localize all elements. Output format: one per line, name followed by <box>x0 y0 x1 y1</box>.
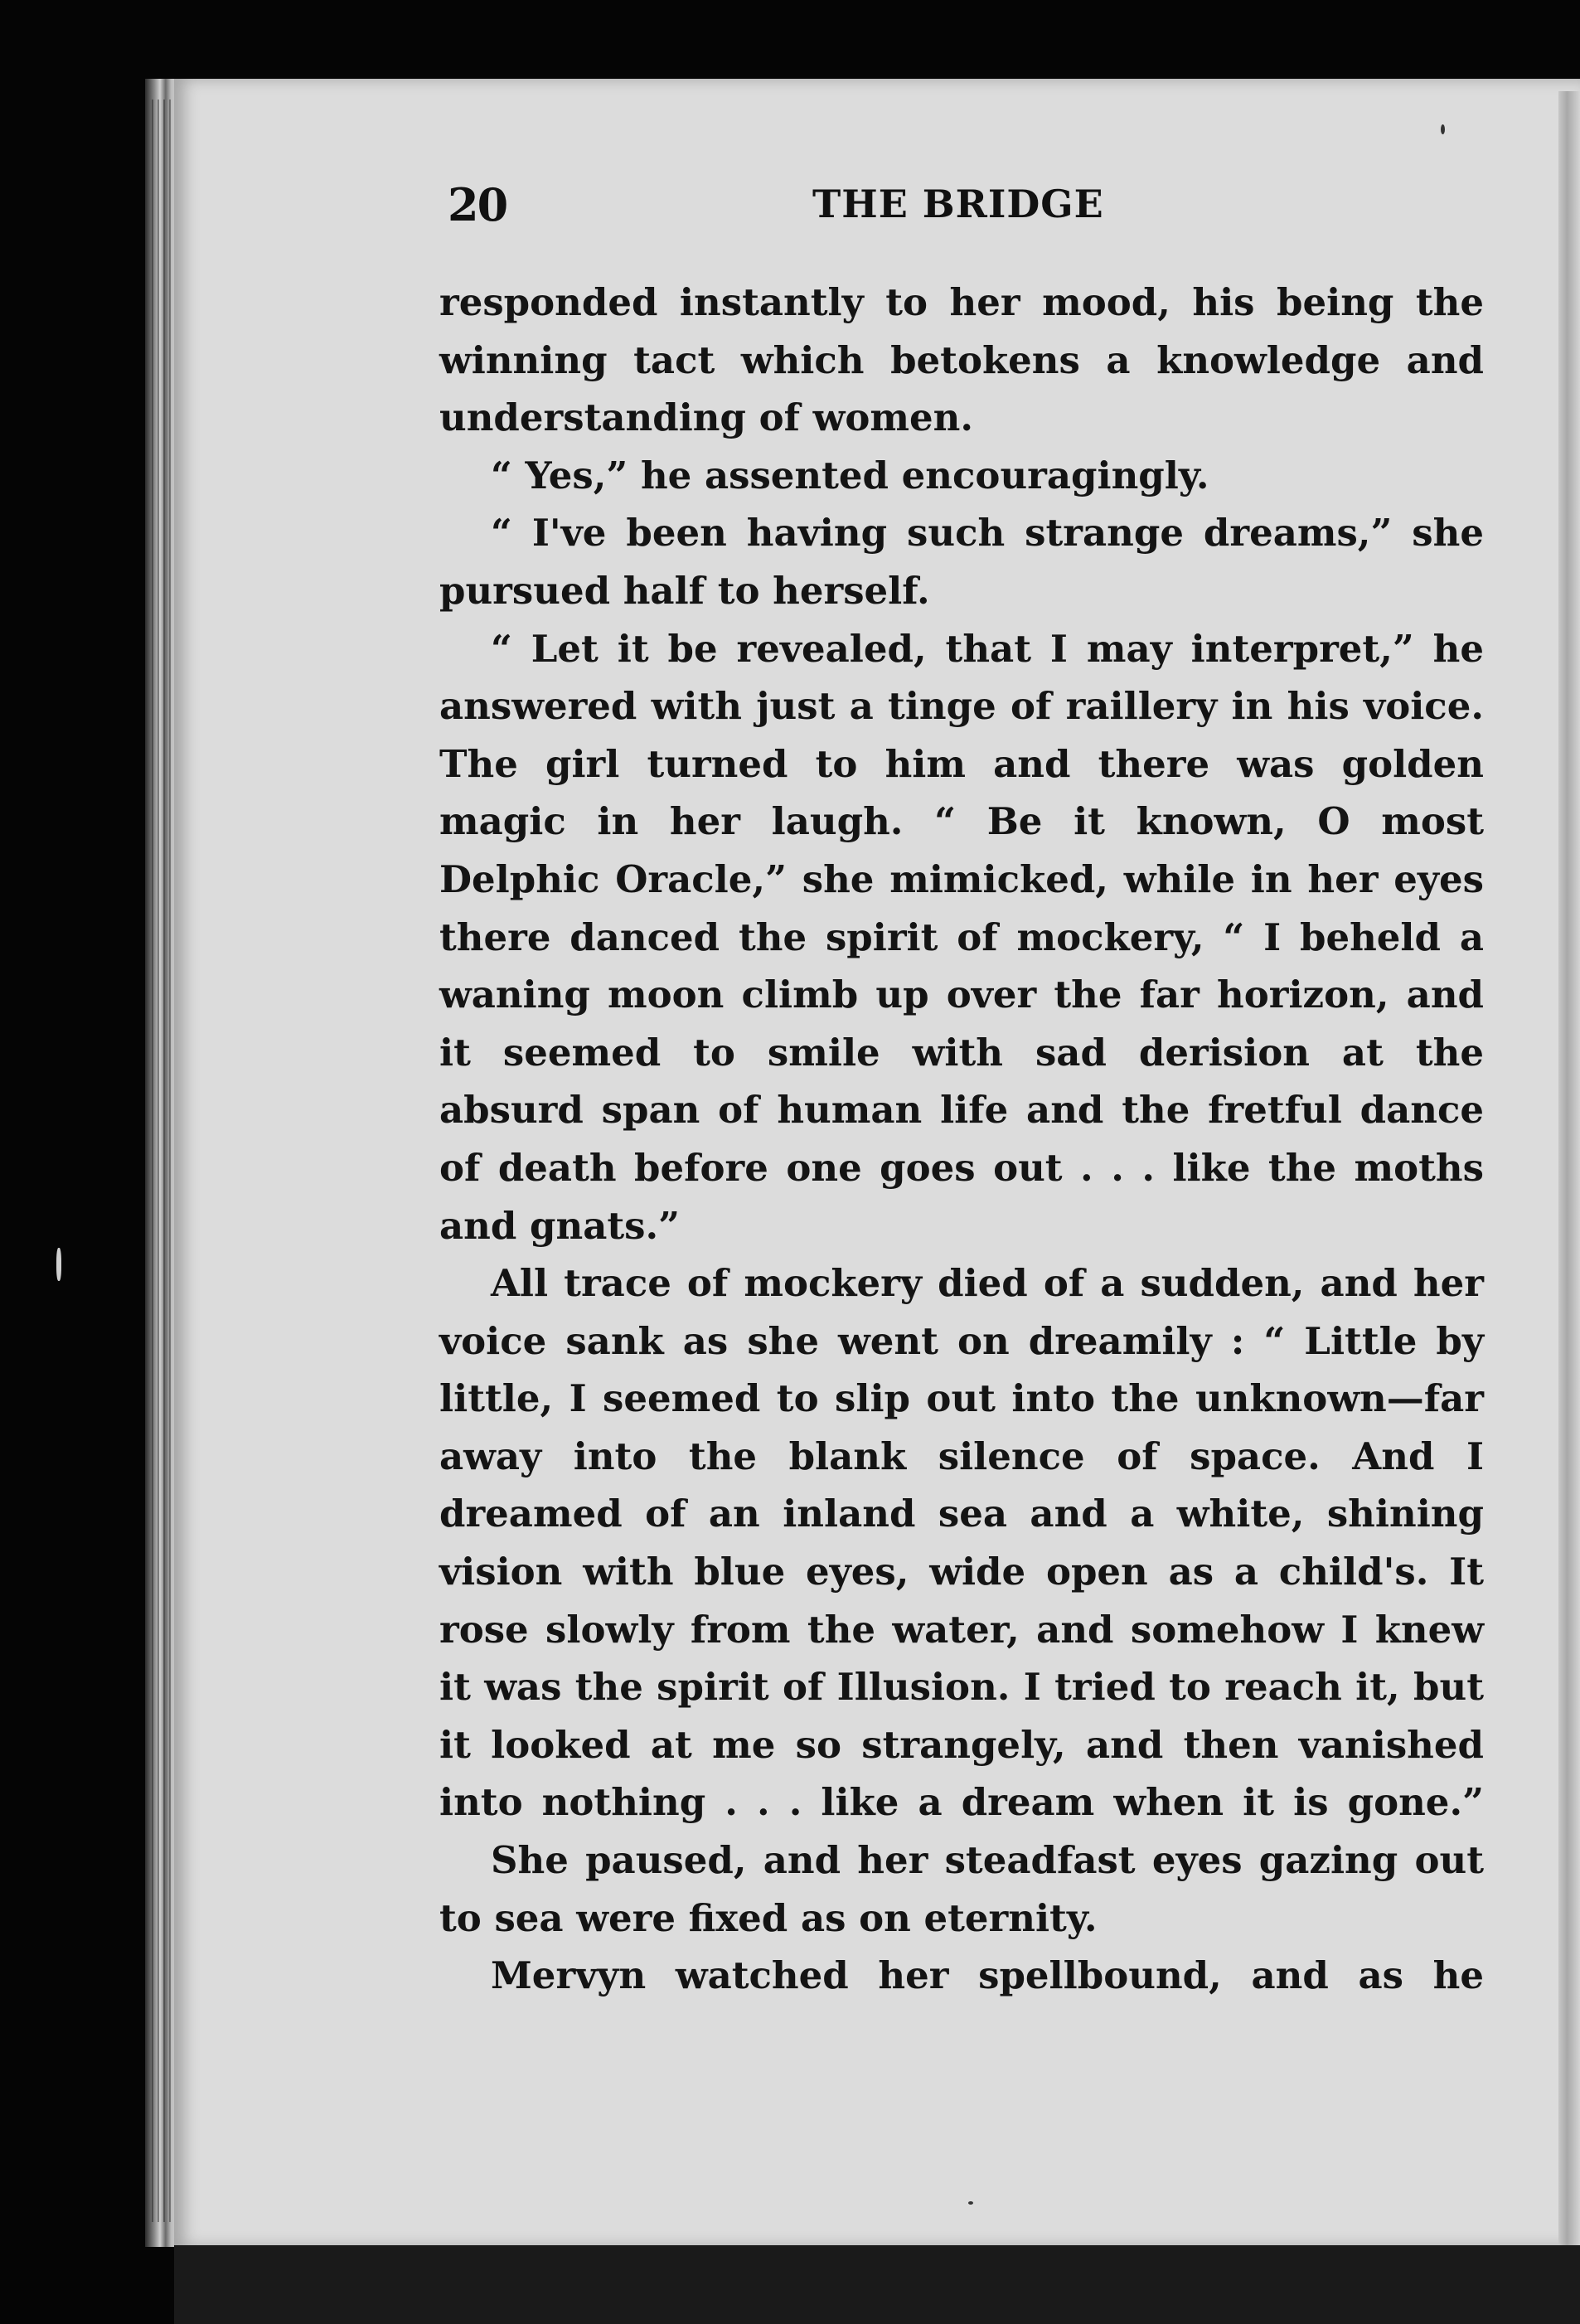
paragraph: She paused, and her steadfast eyes gazing out to sea were fixed as on eternity. <box>439 1838 1484 1940</box>
page-number: 20 <box>448 178 507 231</box>
paragraph: “ I've been having such strange dreams,” she pursued half to herself. <box>439 511 1484 613</box>
paragraph: “ Let it be revealed, that I may interpret,” he answered with just a tinge of raillery in his voice. The girl turned to him and there was golden magic in her laugh. “ Be it known, O most Delphic Oracle,” she mimicked, while in her eyes there danced the spirit of mockery, “ I beheld a waning moon climb up over the far horizon, and it seemed to smile with sad derision at the absurd span of human life and the fretful dance of death before one goes out . . . like the moths and gnats.” <box>439 626 1484 1248</box>
page-header <box>448 178 1484 236</box>
bottom-margin-shadow <box>174 2245 1580 2324</box>
page-stack-lines <box>152 99 177 2222</box>
scan-mark <box>56 1248 61 1281</box>
scan-speck <box>1441 124 1445 134</box>
paragraph: All trace of mockery died of a sudden, and her voice sank as she went on dreamily : “ Little by little, I seemed to slip out into the unknown—far away into the blank silence of space. And I dreamed of an inland sea and a white, shining vision with blue eyes, wide open as a child's. It rose slowly from the water, and somehow I knew it was the spirit of Illusion. I tried to reach it, but it looked at me so strangely, and then vanished into nothing . . . like a dream when it is gone.” <box>439 1261 1484 1825</box>
body-text <box>439 274 1484 2005</box>
scan-speck <box>968 2201 973 2205</box>
paragraph: Mervyn watched her spellbound, and as he <box>491 1953 1484 1998</box>
paragraph: “ Yes,” he assented encouragingly. <box>491 453 1209 497</box>
paragraph: responded instantly to her mood, his being the winning tact which betokens a knowledge and understanding of women. <box>439 280 1484 440</box>
running-head-title: THE BRIDGE <box>812 182 1104 226</box>
right-page-edge <box>1558 91 1580 2247</box>
